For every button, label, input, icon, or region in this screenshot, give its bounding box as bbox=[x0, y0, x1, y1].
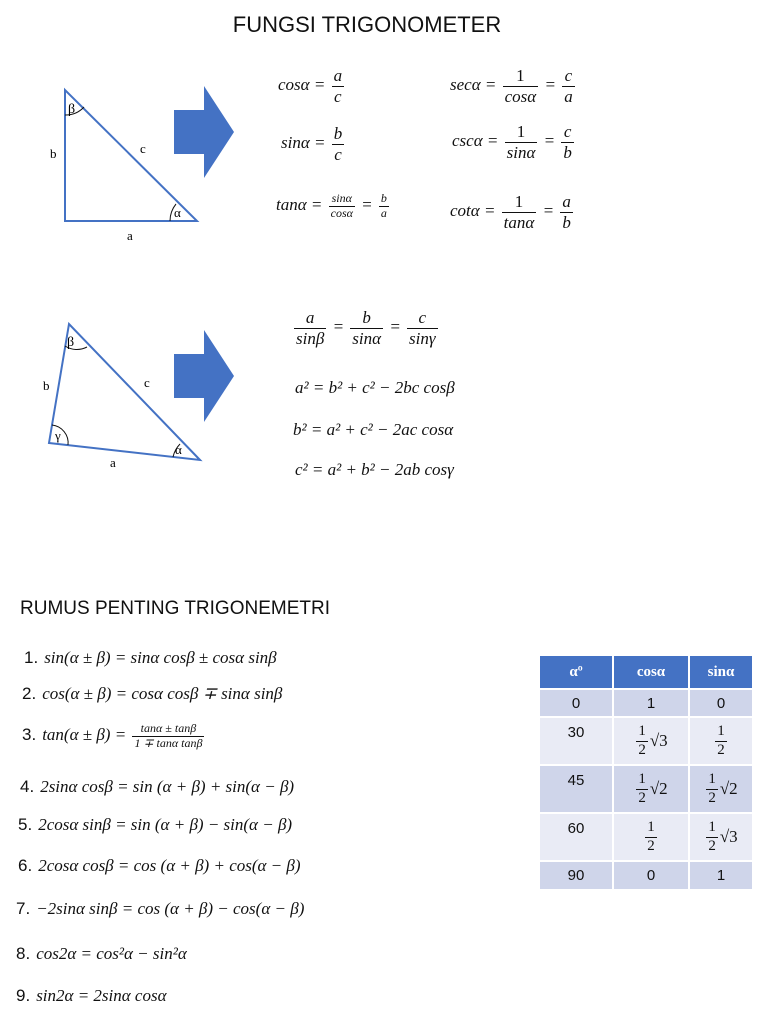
special-angles-table bbox=[540, 656, 754, 889]
table-row: 0 1 0 bbox=[540, 689, 753, 717]
sin-formula: sinα = $\frac{b}{c}$ bbox=[281, 124, 343, 164]
formula-item: 5. 2cosα sinβ = sin (α + β) − sin(α − β) bbox=[18, 815, 293, 834]
formula-item: 9. sin2α = 2sinα cosα bbox=[16, 986, 167, 1005]
label-c: c bbox=[140, 141, 146, 156]
cosine-rule-b: b² = a² + c² − 2ac cosα bbox=[293, 420, 454, 439]
label-beta: β bbox=[68, 102, 76, 117]
page-title: FUNGSI TRIGONOMETER bbox=[232, 12, 502, 37]
table-row: 90 0 1 bbox=[540, 861, 753, 889]
label-beta: β bbox=[67, 335, 75, 350]
csc-formula: cscα = $\frac{1}{\sin\alpha}$ = $\frac{c}{b}$ bbox=[452, 122, 572, 162]
right-arrow-icon bbox=[174, 330, 236, 424]
sec-formula: secα = $\frac{1}{\cos\alpha}$ = $\frac{c}{a}$ bbox=[450, 66, 573, 106]
tan-formula: tanα = $\frac{\sin\alpha}{\cos\alpha}$ = $\frac{b}{a}$ bbox=[276, 191, 387, 220]
table-row: 30 $\frac{1}{2}$ √3 $\frac{1}{2}$ bbox=[540, 717, 753, 765]
formula-item: 6. 2cosα cosβ = cos (α + β) + cos(α − β) bbox=[18, 856, 301, 875]
section-title: RUMUS PENTING TRIGONEMETRI bbox=[20, 598, 330, 619]
table-header-row bbox=[540, 656, 753, 689]
header-sin: sinα bbox=[689, 656, 753, 689]
table-row: 60 $\frac{1}{2}$ $\frac{1}{2}$ √3 bbox=[540, 813, 753, 861]
sine-rule: $\frac{a}{\sin\beta}$ = $\frac{b}{\sin\alpha}$ = $\frac{c}{\sin\gamma}$ bbox=[296, 308, 436, 348]
right-arrow-icon bbox=[174, 86, 236, 180]
cos-formula: cosα = $\frac{a}{c}$ bbox=[278, 66, 343, 106]
label-alpha: α bbox=[175, 442, 182, 457]
formula-item: 1. sin(α ± β) = sinα cosβ ± cosα sinβ bbox=[24, 648, 277, 667]
label-c: c bbox=[144, 375, 150, 390]
cot-formula: cotα = $\frac{1}{\tan\alpha}$ = $\frac{a}{b}$ bbox=[450, 192, 571, 232]
header-cos: cosα bbox=[613, 656, 689, 689]
formula-item: 2. cos(α ± β) = cosα cosβ ∓ sinα sinβ bbox=[22, 684, 283, 703]
label-b: b bbox=[43, 378, 50, 393]
label-a: a bbox=[110, 455, 116, 470]
formula-item: 7. −2sinα sinβ = cos (α + β) − cos(α − β) bbox=[16, 899, 305, 918]
header-angle: αº bbox=[540, 656, 613, 689]
cosine-rule-a: a² = b² + c² − 2bc cosβ bbox=[295, 378, 455, 397]
cosine-rule-c: c² = a² + b² − 2ab cosγ bbox=[295, 460, 454, 479]
label-gamma: γ bbox=[55, 428, 61, 443]
label-b: b bbox=[50, 146, 57, 161]
formula-item: 3. tan(α ± β) = $\frac{\tan\alpha \pm \tan\beta}{\text{1 ∓ tanα tanβ}}$ bbox=[22, 721, 203, 750]
table-row: 45 $\frac{1}{2}$ √2 $\frac{1}{2}$ √2 bbox=[540, 765, 753, 813]
label-alpha: α bbox=[174, 205, 181, 220]
formula-item: 8. cos2α = cos²α − sin²α bbox=[16, 944, 187, 963]
formula-item: 4. 2sinα cosβ = sin (α + β) + sin(α − β) bbox=[20, 777, 295, 796]
label-a: a bbox=[127, 228, 133, 243]
